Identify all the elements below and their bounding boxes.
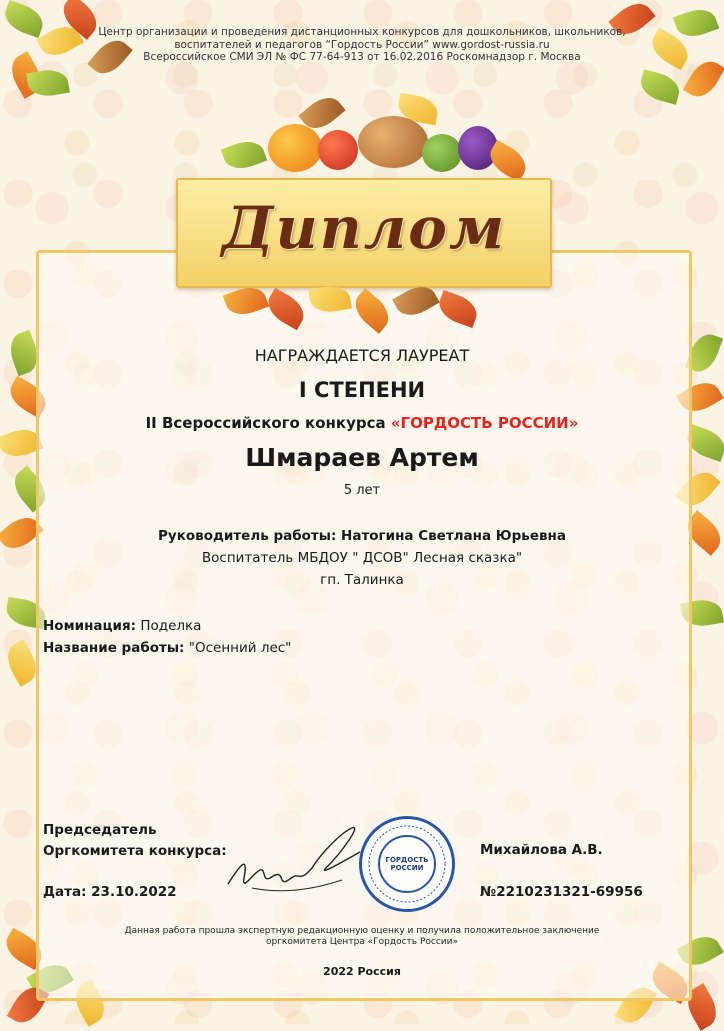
work-title-row (43, 640, 291, 656)
nomination-row (43, 618, 201, 634)
seal-text-2: РОССИИ (390, 864, 424, 872)
expert-note-line-1: Данная работа прошла экспертную редакционную оценку и получила положительное заключение (124, 926, 600, 936)
organization-seal (359, 816, 455, 912)
nomination-label: Номинация: (43, 618, 137, 634)
header-line-3: Всероссийское СМИ ЭЛ № ФС 77-64-913 от 16.02.2016 Роскомнадзор г. Москва (143, 51, 581, 63)
issue-date: Дата: 23.10.2022 (43, 884, 177, 900)
award-degree: I СТЕПЕНИ (298, 378, 426, 402)
leader-position: Воспитатель МБДОУ " ДСОВ" Лесная сказка" (201, 550, 523, 566)
plaque-leaves (226, 282, 496, 332)
diploma-title: Диплом (221, 194, 507, 262)
contest-name: «ГОРДОСТЬ РОССИИ» (390, 414, 579, 432)
contest-title (40, 414, 684, 432)
harvest-illustration (208, 86, 528, 186)
signature-image (222, 822, 372, 902)
contest-prefix: II Всероссийского конкурса (145, 414, 391, 432)
chairman-role (43, 820, 227, 862)
diploma-number: №2210231321-69956 (480, 884, 643, 900)
work-title-label: Название работы: (43, 640, 185, 656)
seal-text-1: ГОРДОСТЬ (385, 856, 429, 864)
chairman-name: Михайлова А.В. (480, 842, 603, 858)
title-plaque (176, 178, 552, 288)
nomination-value: Поделка (140, 618, 202, 634)
work-leader: Руководитель работы: Натогина Светлана Юрьевна (158, 528, 566, 544)
expert-note-line-2: оргкомитета Центра «Гордость России» (265, 937, 458, 947)
seal-center (378, 835, 436, 893)
header-line-1: Центр организации и проведения дистанционных конкурсов для дошкольников, школьников, (98, 26, 626, 38)
award-line: НАГРАЖДАЕТСЯ ЛАУРЕАТ (254, 346, 470, 365)
work-title-value: "Осенний лес" (188, 640, 292, 656)
footer-year: 2022 Россия (323, 965, 401, 978)
chairman-role-line-1: Председатель (43, 822, 157, 838)
organizer-header (80, 26, 644, 64)
leader-place: гп. Талинка (320, 572, 404, 588)
chairman-role-line-2: Оргкомитета конкурса: (43, 843, 227, 859)
expert-note (110, 926, 614, 948)
participant-age: 5 лет (343, 483, 381, 498)
participant-name: Шмараев Артем (245, 443, 479, 472)
header-line-2: воспитателей и педагогов “Гордость России” www.gordost-russia.ru (174, 38, 550, 51)
